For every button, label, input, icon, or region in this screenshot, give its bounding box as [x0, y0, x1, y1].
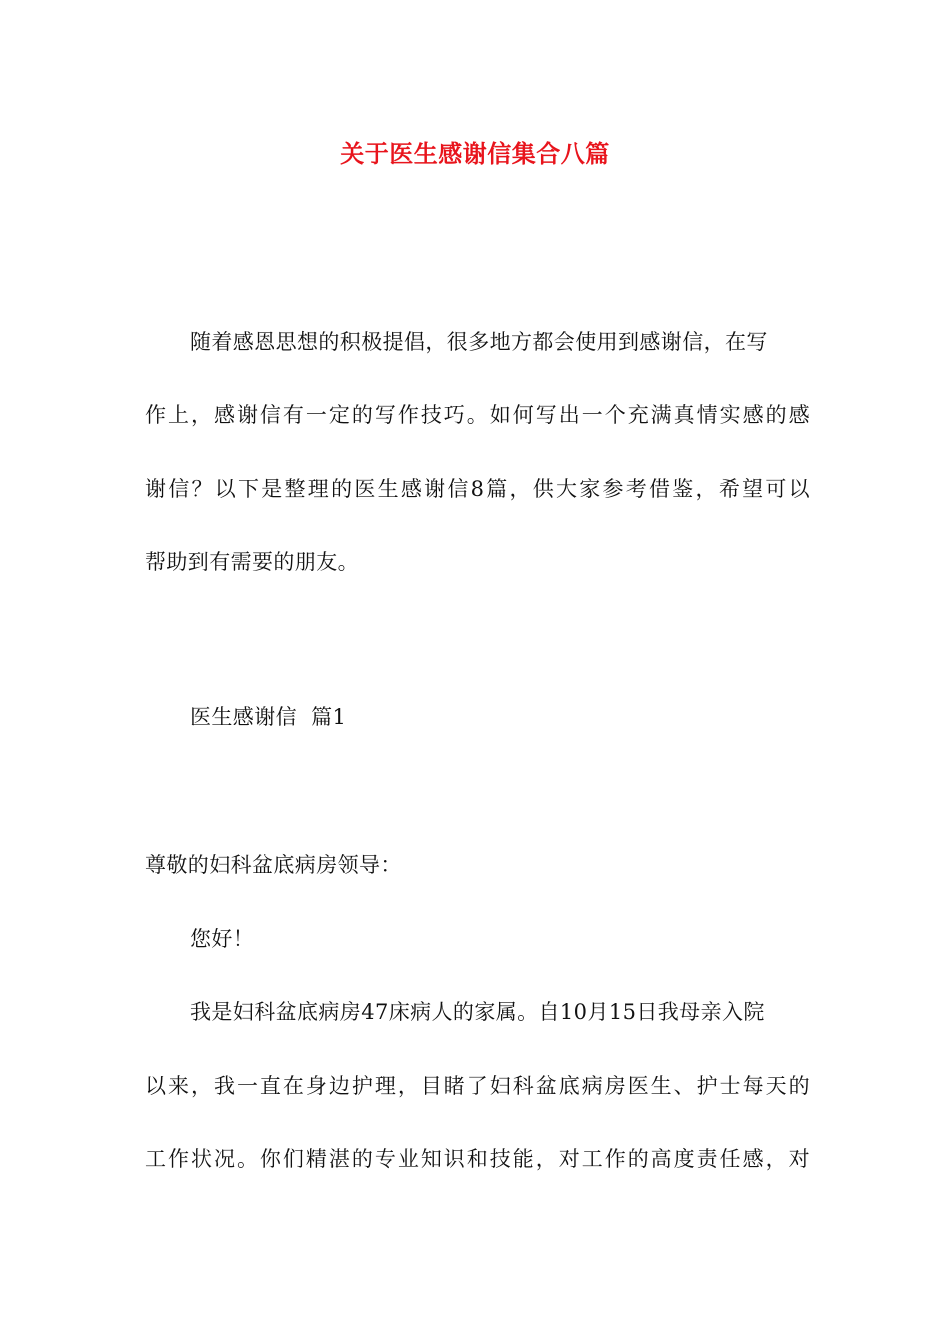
body-line-1: 我是妇科盆底病房47床病人的家属。自10月15日我母亲入院	[190, 1000, 765, 1024]
letter-salutation: 尊敬的妇科盆底病房领导：	[145, 853, 402, 877]
body-line-3: 工作状况。你们精湛的专业知识和技能，对工作的高度责任感，对	[145, 1147, 810, 1171]
letter-greeting: 您好！	[190, 927, 255, 951]
body-line-2: 以来，我一直在身边护理，目睹了妇科盆底病房医生、护士每天的	[145, 1074, 810, 1098]
section-heading: 医生感谢信 篇1	[190, 705, 347, 729]
intro-line-4: 帮助到有需要的朋友。	[145, 550, 359, 574]
document-title: 关于医生感谢信集合八篇	[340, 140, 610, 168]
intro-line-2: 作上，感谢信有一定的写作技巧。如何写出一个充满真情实感的感	[145, 403, 810, 427]
intro-line-3: 谢信？以下是整理的医生感谢信8篇，供大家参考借鉴，希望可以	[145, 477, 810, 501]
intro-line-1: 随着感恩思想的积极提倡，很多地方都会使用到感谢信，在写	[190, 330, 768, 354]
